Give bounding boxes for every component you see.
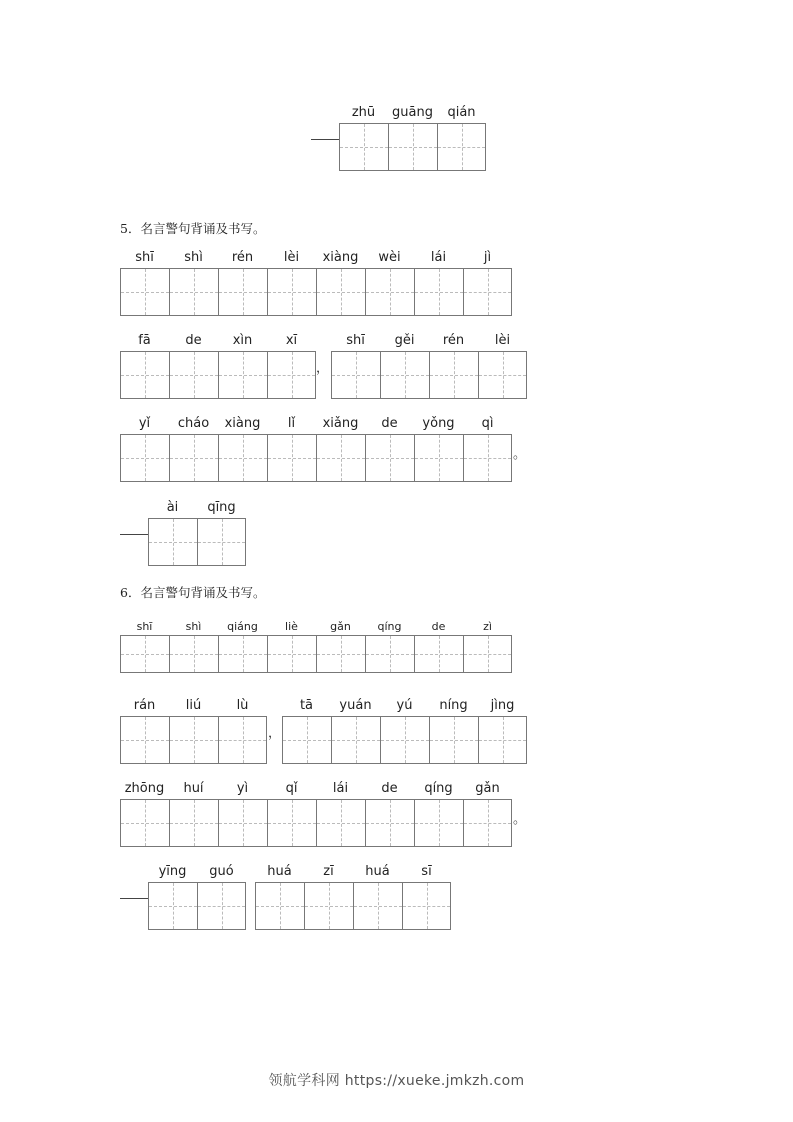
char-cell	[120, 779, 169, 847]
pinyin-label: cháo	[177, 416, 210, 431]
writing-box[interactable]	[331, 351, 380, 399]
writing-box[interactable]	[316, 799, 365, 847]
char-cell	[414, 619, 463, 673]
pinyin-label: qián	[447, 105, 476, 120]
char-cell	[218, 331, 267, 399]
writing-box[interactable]	[120, 635, 169, 673]
pinyin-label: qǐ	[285, 781, 298, 796]
blank-line	[311, 139, 339, 140]
pinyin-label: yīng	[158, 864, 187, 879]
char-cell	[255, 862, 304, 930]
pinyin-label: jì	[483, 250, 492, 265]
writing-box[interactable]	[148, 518, 197, 566]
char-cell	[169, 619, 218, 673]
char-cell	[365, 248, 414, 316]
writing-box[interactable]	[148, 882, 197, 930]
writing-box[interactable]	[218, 635, 267, 673]
writing-box[interactable]	[414, 799, 463, 847]
q6-row1-grid	[120, 619, 512, 673]
writing-box[interactable]	[402, 882, 451, 930]
writing-box[interactable]	[267, 635, 316, 673]
pinyin-label: níng	[439, 698, 468, 713]
pinyin-label: sī	[421, 864, 432, 879]
writing-box[interactable]	[429, 716, 478, 764]
char-cell	[148, 862, 197, 930]
pinyin-label: gǎn	[330, 620, 351, 633]
blank-line	[120, 534, 148, 535]
char-cell	[120, 331, 169, 399]
pinyin-label: gǎn	[475, 781, 500, 796]
blank-line	[120, 898, 148, 899]
pinyin-label: zī	[323, 864, 334, 879]
writing-box[interactable]	[282, 716, 331, 764]
pinyin-label: huí	[183, 781, 204, 796]
writing-box[interactable]	[120, 716, 169, 764]
char-cell	[402, 862, 451, 930]
q6-period: 。	[513, 812, 527, 827]
q5-row3-grid	[120, 414, 512, 482]
q5-row1-grid	[120, 248, 512, 316]
char-cell	[365, 414, 414, 482]
writing-box[interactable]	[339, 123, 388, 171]
writing-box[interactable]	[120, 351, 169, 399]
pinyin-label: yú	[396, 698, 413, 713]
writing-box[interactable]	[169, 799, 218, 847]
writing-box[interactable]	[169, 268, 218, 316]
pinyin-label: rén	[442, 333, 465, 348]
pinyin-label: xī	[285, 333, 298, 348]
char-cell	[197, 862, 246, 930]
char-cell	[463, 248, 512, 316]
writing-box[interactable]	[218, 351, 267, 399]
char-cell	[463, 619, 512, 673]
char-cell	[380, 331, 429, 399]
char-cell	[169, 696, 218, 764]
writing-box[interactable]	[478, 716, 527, 764]
char-cell	[169, 779, 218, 847]
char-cell	[365, 619, 414, 673]
writing-box[interactable]	[380, 351, 429, 399]
char-cell	[353, 862, 402, 930]
pinyin-label: liè	[285, 620, 298, 633]
q6-row2-grid-b	[282, 696, 527, 764]
writing-box[interactable]	[169, 716, 218, 764]
pinyin-label: fā	[138, 333, 151, 348]
pinyin-label: qíng	[377, 620, 402, 633]
pinyin-label: lǐ	[287, 416, 296, 431]
char-cell	[267, 331, 316, 399]
char-cell	[282, 696, 331, 764]
pinyin-label: yǐ	[138, 416, 151, 431]
pinyin-label: lèi	[494, 333, 511, 348]
char-cell	[120, 414, 169, 482]
writing-box[interactable]	[267, 268, 316, 316]
char-cell	[267, 619, 316, 673]
pinyin-label: yǒng	[422, 416, 455, 431]
char-cell	[388, 103, 437, 171]
top-grid	[339, 103, 486, 171]
pinyin-label: xiǎng	[322, 416, 359, 431]
pinyin-label: wèi	[378, 250, 401, 265]
writing-box[interactable]	[197, 518, 246, 566]
pinyin-label: rén	[231, 250, 254, 265]
pinyin-label: shī	[346, 333, 365, 348]
char-cell	[218, 619, 267, 673]
writing-box[interactable]	[316, 635, 365, 673]
pinyin-label: xiàng	[224, 416, 261, 431]
writing-box[interactable]	[120, 268, 169, 316]
char-cell	[478, 696, 527, 764]
writing-box[interactable]	[429, 351, 478, 399]
writing-box[interactable]	[331, 716, 380, 764]
pinyin-label: huá	[365, 864, 390, 879]
writing-box[interactable]	[316, 268, 365, 316]
char-cell	[267, 248, 316, 316]
pinyin-label: zhōng	[124, 781, 165, 796]
char-cell	[267, 414, 316, 482]
char-cell	[316, 248, 365, 316]
writing-box[interactable]	[380, 716, 429, 764]
q5-period: 。	[513, 447, 527, 462]
writing-box[interactable]	[197, 882, 246, 930]
pinyin-label: de	[381, 416, 398, 431]
writing-box[interactable]	[414, 434, 463, 482]
pinyin-label: yì	[236, 781, 249, 796]
pinyin-label: de	[381, 781, 398, 796]
char-cell	[380, 696, 429, 764]
pinyin-label: shì	[184, 250, 203, 265]
writing-box[interactable]	[267, 434, 316, 482]
pinyin-label: jìng	[490, 698, 515, 713]
writing-box[interactable]	[267, 799, 316, 847]
char-cell	[414, 414, 463, 482]
writing-box[interactable]	[218, 434, 267, 482]
char-cell	[120, 248, 169, 316]
pinyin-label: shī	[135, 250, 154, 265]
q5-row2-grid-a	[120, 331, 316, 399]
pinyin-label: tā	[299, 698, 314, 713]
pinyin-label: guó	[209, 864, 234, 879]
char-cell	[197, 498, 246, 566]
char-cell	[316, 414, 365, 482]
writing-box[interactable]	[169, 635, 218, 673]
question-5-title: 5．名言警句背诵及书写。	[120, 221, 266, 236]
writing-box[interactable]	[267, 351, 316, 399]
pinyin-label: lù	[236, 698, 249, 713]
writing-box[interactable]	[218, 716, 267, 764]
char-cell	[339, 103, 388, 171]
writing-box[interactable]	[218, 799, 267, 847]
writing-box[interactable]	[463, 268, 512, 316]
pinyin-label: qiáng	[227, 620, 258, 633]
pinyin-label: qì	[481, 416, 494, 431]
char-cell	[365, 779, 414, 847]
q5-row4-grid	[148, 498, 246, 566]
char-cell	[304, 862, 353, 930]
writing-box[interactable]	[316, 434, 365, 482]
writing-box[interactable]	[255, 882, 304, 930]
pinyin-label: lái	[430, 250, 447, 265]
pinyin-label: ài	[166, 500, 179, 515]
pinyin-label: huá	[267, 864, 292, 879]
pinyin-label: rán	[133, 698, 156, 713]
char-cell	[267, 779, 316, 847]
q6-row3-grid	[120, 779, 512, 847]
char-cell	[120, 696, 169, 764]
writing-box[interactable]	[218, 268, 267, 316]
char-cell	[316, 619, 365, 673]
char-cell	[169, 248, 218, 316]
char-cell	[437, 103, 486, 171]
char-cell	[218, 779, 267, 847]
writing-box[interactable]	[169, 434, 218, 482]
writing-box[interactable]	[353, 882, 402, 930]
writing-box[interactable]	[120, 434, 169, 482]
writing-box[interactable]	[463, 434, 512, 482]
pinyin-label: gěi	[394, 333, 415, 348]
pinyin-label: zì	[483, 620, 492, 633]
char-cell	[331, 696, 380, 764]
writing-box[interactable]	[463, 799, 512, 847]
char-cell	[218, 696, 267, 764]
writing-box[interactable]	[365, 268, 414, 316]
pinyin-label: de	[431, 620, 446, 633]
pinyin-label: shì	[185, 620, 202, 633]
char-cell	[463, 414, 512, 482]
char-cell	[429, 331, 478, 399]
char-cell	[169, 414, 218, 482]
q6-row4-grid-a	[148, 862, 246, 930]
char-cell	[316, 779, 365, 847]
q6-comma: ，	[268, 726, 282, 741]
pinyin-label: qīng	[207, 500, 236, 515]
q6-row4-grid-b	[255, 862, 451, 930]
char-cell	[218, 248, 267, 316]
char-cell	[120, 619, 169, 673]
writing-box[interactable]	[463, 635, 512, 673]
pinyin-label: guāng	[392, 105, 433, 120]
pinyin-label: qíng	[424, 781, 453, 796]
footer-watermark: 领航学科网 https://xueke.jmkzh.com	[268, 1073, 525, 1089]
writing-box[interactable]	[169, 351, 218, 399]
writing-box[interactable]	[120, 799, 169, 847]
q5-row2-grid-b	[331, 331, 527, 399]
char-cell	[331, 331, 380, 399]
writing-box[interactable]	[365, 799, 414, 847]
char-cell	[478, 331, 527, 399]
pinyin-label: xìn	[232, 333, 253, 348]
pinyin-label: xiàng	[322, 250, 359, 265]
writing-box[interactable]	[388, 123, 437, 171]
char-cell	[169, 331, 218, 399]
pinyin-label: zhū	[351, 105, 376, 120]
q5-comma: ，	[316, 361, 330, 376]
pinyin-label: lái	[332, 781, 349, 796]
pinyin-label: shī	[136, 620, 153, 633]
char-cell	[218, 414, 267, 482]
writing-box[interactable]	[304, 882, 353, 930]
char-cell	[148, 498, 197, 566]
pinyin-label: de	[185, 333, 202, 348]
q6-row2-grid-a	[120, 696, 267, 764]
question-6-title: 6．名言警句背诵及书写。	[120, 585, 266, 600]
char-cell	[429, 696, 478, 764]
writing-box[interactable]	[414, 635, 463, 673]
char-cell	[414, 779, 463, 847]
writing-box[interactable]	[365, 434, 414, 482]
writing-box[interactable]	[478, 351, 527, 399]
writing-box[interactable]	[437, 123, 486, 171]
char-cell	[414, 248, 463, 316]
writing-box[interactable]	[365, 635, 414, 673]
pinyin-label: lèi	[283, 250, 300, 265]
writing-box[interactable]	[414, 268, 463, 316]
pinyin-label: yuán	[339, 698, 372, 713]
pinyin-label: liú	[185, 698, 202, 713]
char-cell	[463, 779, 512, 847]
